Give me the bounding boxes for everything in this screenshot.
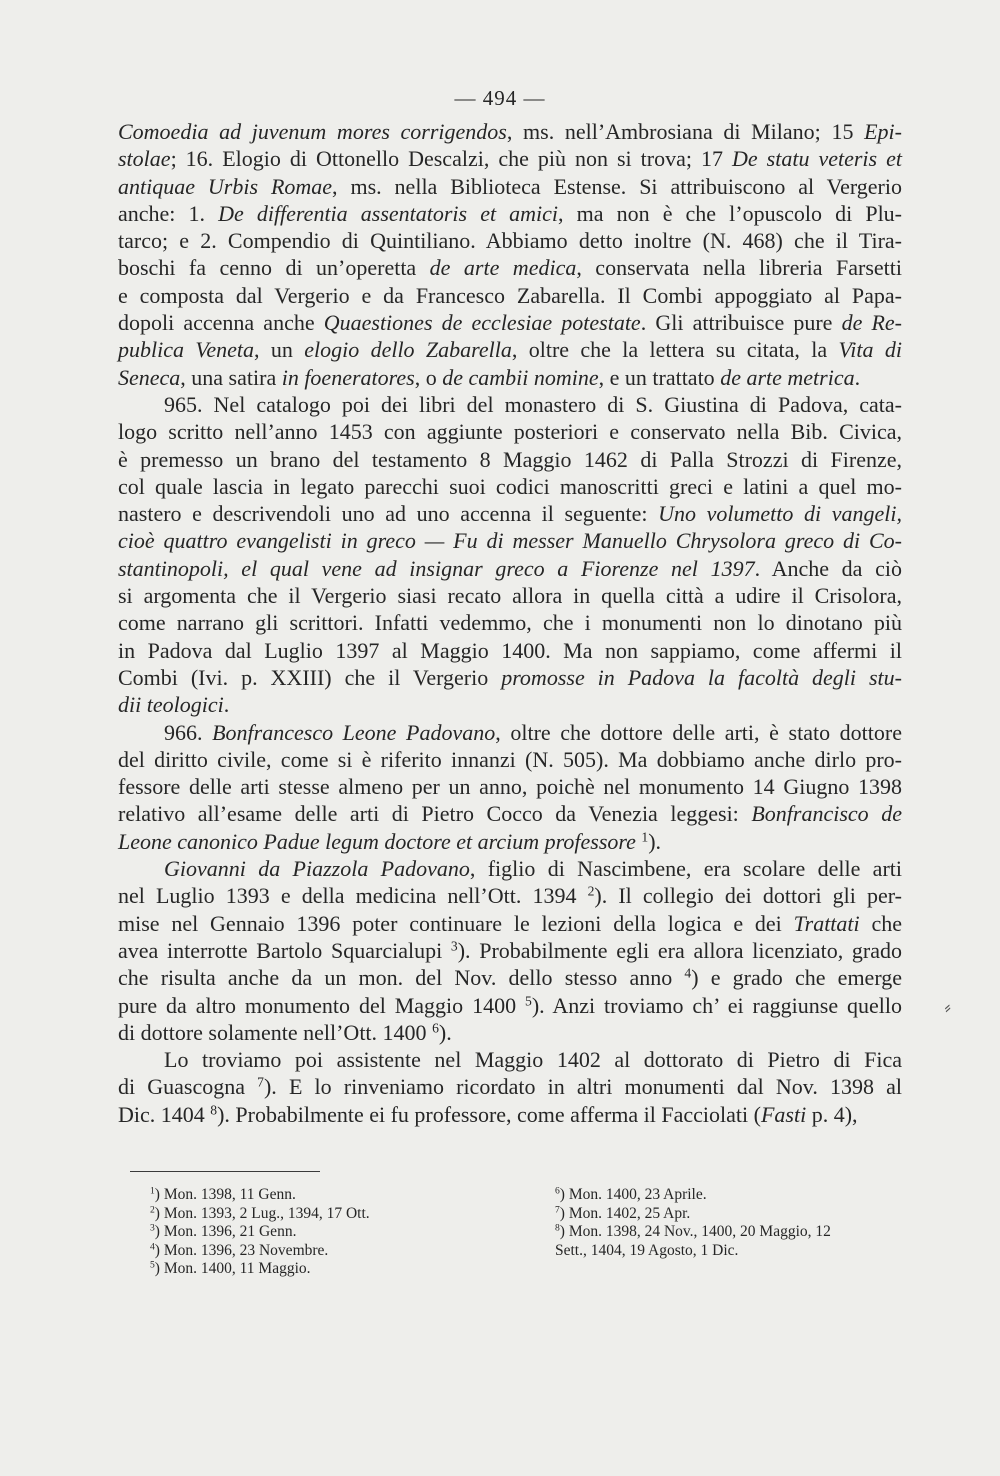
footnote: $^8$) Mon. 1398, 24 Nov., 1400, 20 Maggio, 12 — [555, 1222, 831, 1240]
footnote: $^2$) Mon. 1393, 2 Lug., 1394, 17 Ott. — [150, 1204, 370, 1222]
footnote: $^6$) Mon. 1400, 23 Aprile. — [555, 1185, 707, 1203]
page-number: — 494 — — [454, 86, 546, 110]
text-line: Leone canonico Padue legum doctore et arcium professore $^1$). — [118, 828, 662, 854]
text-line: fessore delle arti stesse almeno per un anno, poichè nel monumento 14 Giugno 1398 — [118, 774, 902, 800]
text-line: col quale lascia in legato parecchi suoi codici manoscritti greci e latini a quel mo- — [118, 473, 902, 499]
text-line: tarco; e 2. Compendio di Quintiliano. Abbiamo detto inoltre (N. 468) che il Tira- — [118, 228, 902, 254]
text-line: come narrano gli scrittori. Infatti vedemmo, che i monumenti non lo dinotano più — [118, 610, 902, 636]
text-line: stolae; 16. Elogio di Ottonello Descalzi, che più non si trova; 17 De statu veteris et — [118, 146, 902, 172]
text-line: è premesso un brano del testamento 8 Maggio 1462 di Palla Strozzi di Firenze, — [118, 446, 902, 472]
text-line: logo scritto nell’anno 1453 con aggiunte posteriori e conservato nella Bib. Civica, — [118, 419, 902, 445]
text-line: Lo troviamo poi assistente nel Maggio 1402 al dottorato di Pietro di Fica — [164, 1047, 902, 1073]
text-line: relativo all’esame delle arti di Pietro Cocco da Venezia leggesi: Bonfrancisco de — [118, 801, 902, 827]
page-body — [118, 118, 902, 1128]
text-line: Seneca, una satira in foeneratores, o de cambii nomine, e un trattato de arte metrica. — [118, 364, 861, 390]
text-line: che risulta anche da un mon. del Nov. dello stesso anno $^4$) e grado che emerge — [118, 965, 903, 991]
text-line: 966. Bonfrancesco Leone Padovano, oltre che dottore delle arti, è stato dottore — [164, 719, 902, 745]
text-line: nastero e descrivendoli uno ad uno accenna il seguente: Uno volumetto di vangeli, — [118, 501, 902, 527]
text-line: Combi (Ivi. p. XXIII) che il Vergerio promosse in Padova la facoltà degli stu- — [118, 664, 902, 690]
margin-mark: ⸗ — [941, 995, 954, 1019]
footnote: $^7$) Mon. 1402, 25 Apr. — [555, 1204, 691, 1222]
text-line: stantinopoli, el qual vene ad insignar greco a Fiorenze nel 1397. Anche da ciò — [118, 555, 902, 581]
text-line: Comoedia ad juvenum mores corrigendos, ms. nell’Ambrosiana di Milano; 15 Epi- — [118, 119, 902, 144]
footnote: $^5$) Mon. 1400, 11 Maggio. — [150, 1259, 311, 1277]
text-line: mise nel Gennaio 1396 poter continuare le lezioni della logica e dei Trattati che — [118, 910, 902, 936]
text-line: dopoli accenna anche Quaestiones de ecclesiae potestate. Gli attribuisce pure de Re- — [118, 310, 902, 336]
footnote: Sett., 1404, 19 Agosto, 1 Dic. — [555, 1241, 739, 1259]
footnotes-left-column — [150, 1186, 520, 1279]
text-line: anche: 1. De differentia assentatoris et amici, ma non è che l’opuscolo di Plu- — [118, 200, 903, 226]
text-line: in Padova dal Luglio 1397 al Maggio 1400. Ma non sappiamo, come affermi il — [118, 637, 902, 663]
text-line: del diritto civile, come si è riferito innanzi (N. 505). Ma dobbiamo anche dirlo pro- — [118, 746, 902, 772]
text-line: pure da altro monumento del Maggio 1400 $^5$). Anzi troviamo ch’ ei raggiunse quello — [118, 992, 902, 1018]
text-line: e composta dal Vergerio e da Francesco Zabarella. Il Combi appoggiato al Papa- — [118, 282, 902, 308]
text-line: antiquae Urbis Romae, ms. nella Biblioteca Estense. Si attribuiscono al Vergerio — [118, 173, 902, 199]
text-line: di Guascogna $^7$). E lo rinveniamo ricordato in altri monumenti dal Nov. 1398 al — [118, 1074, 902, 1100]
text-line: publica Veneta, un elogio dello Zabarella, oltre che la lettera su citata, la Vita di — [118, 337, 902, 363]
footnote-rule — [130, 1171, 320, 1172]
text-line: Dic. 1404 $^8$). Probabilmente ei fu professore, come afferma il Facciolati (Fasti p. 4), — [118, 1101, 858, 1127]
text-line: cioè quattro evangelisti in greco — Fu di messer Manuello Chrysolora greco di Co- — [118, 528, 902, 554]
text-line: di dottore solamente nell’Ott. 1400 $^6$). — [118, 1019, 452, 1045]
footnotes-right-column — [555, 1186, 915, 1260]
footnote: $^4$) Mon. 1396, 23 Novembre. — [150, 1241, 329, 1259]
text-line: nel Luglio 1393 e della medicina nell’Ott. 1394 $^2$). Il collegio dei dottori gli per- — [118, 883, 903, 909]
text-line: avea interrotte Bartolo Squarcialupi $^3$). Probabilmente egli era allora licenziato, grado — [118, 937, 903, 963]
text-line: dii teologici. — [118, 692, 230, 718]
footnote: $^1$) Mon. 1398, 11 Genn. — [150, 1185, 296, 1203]
text-line: Giovanni da Piazzola Padovano, figlio di Nascimbene, era scolare delle arti — [164, 856, 902, 882]
text-line: si argomenta che il Vergerio siasi recato allora in quella città a udire il Crisolora, — [118, 583, 902, 609]
text-line: 965. Nel catalogo poi dei libri del monastero di S. Giustina di Padova, cata- — [164, 391, 902, 417]
text-line: boschi fa cenno di un’operetta de arte medica, conservata nella libreria Farsetti — [118, 255, 903, 281]
footnote: $^3$) Mon. 1396, 21 Genn. — [150, 1222, 297, 1240]
